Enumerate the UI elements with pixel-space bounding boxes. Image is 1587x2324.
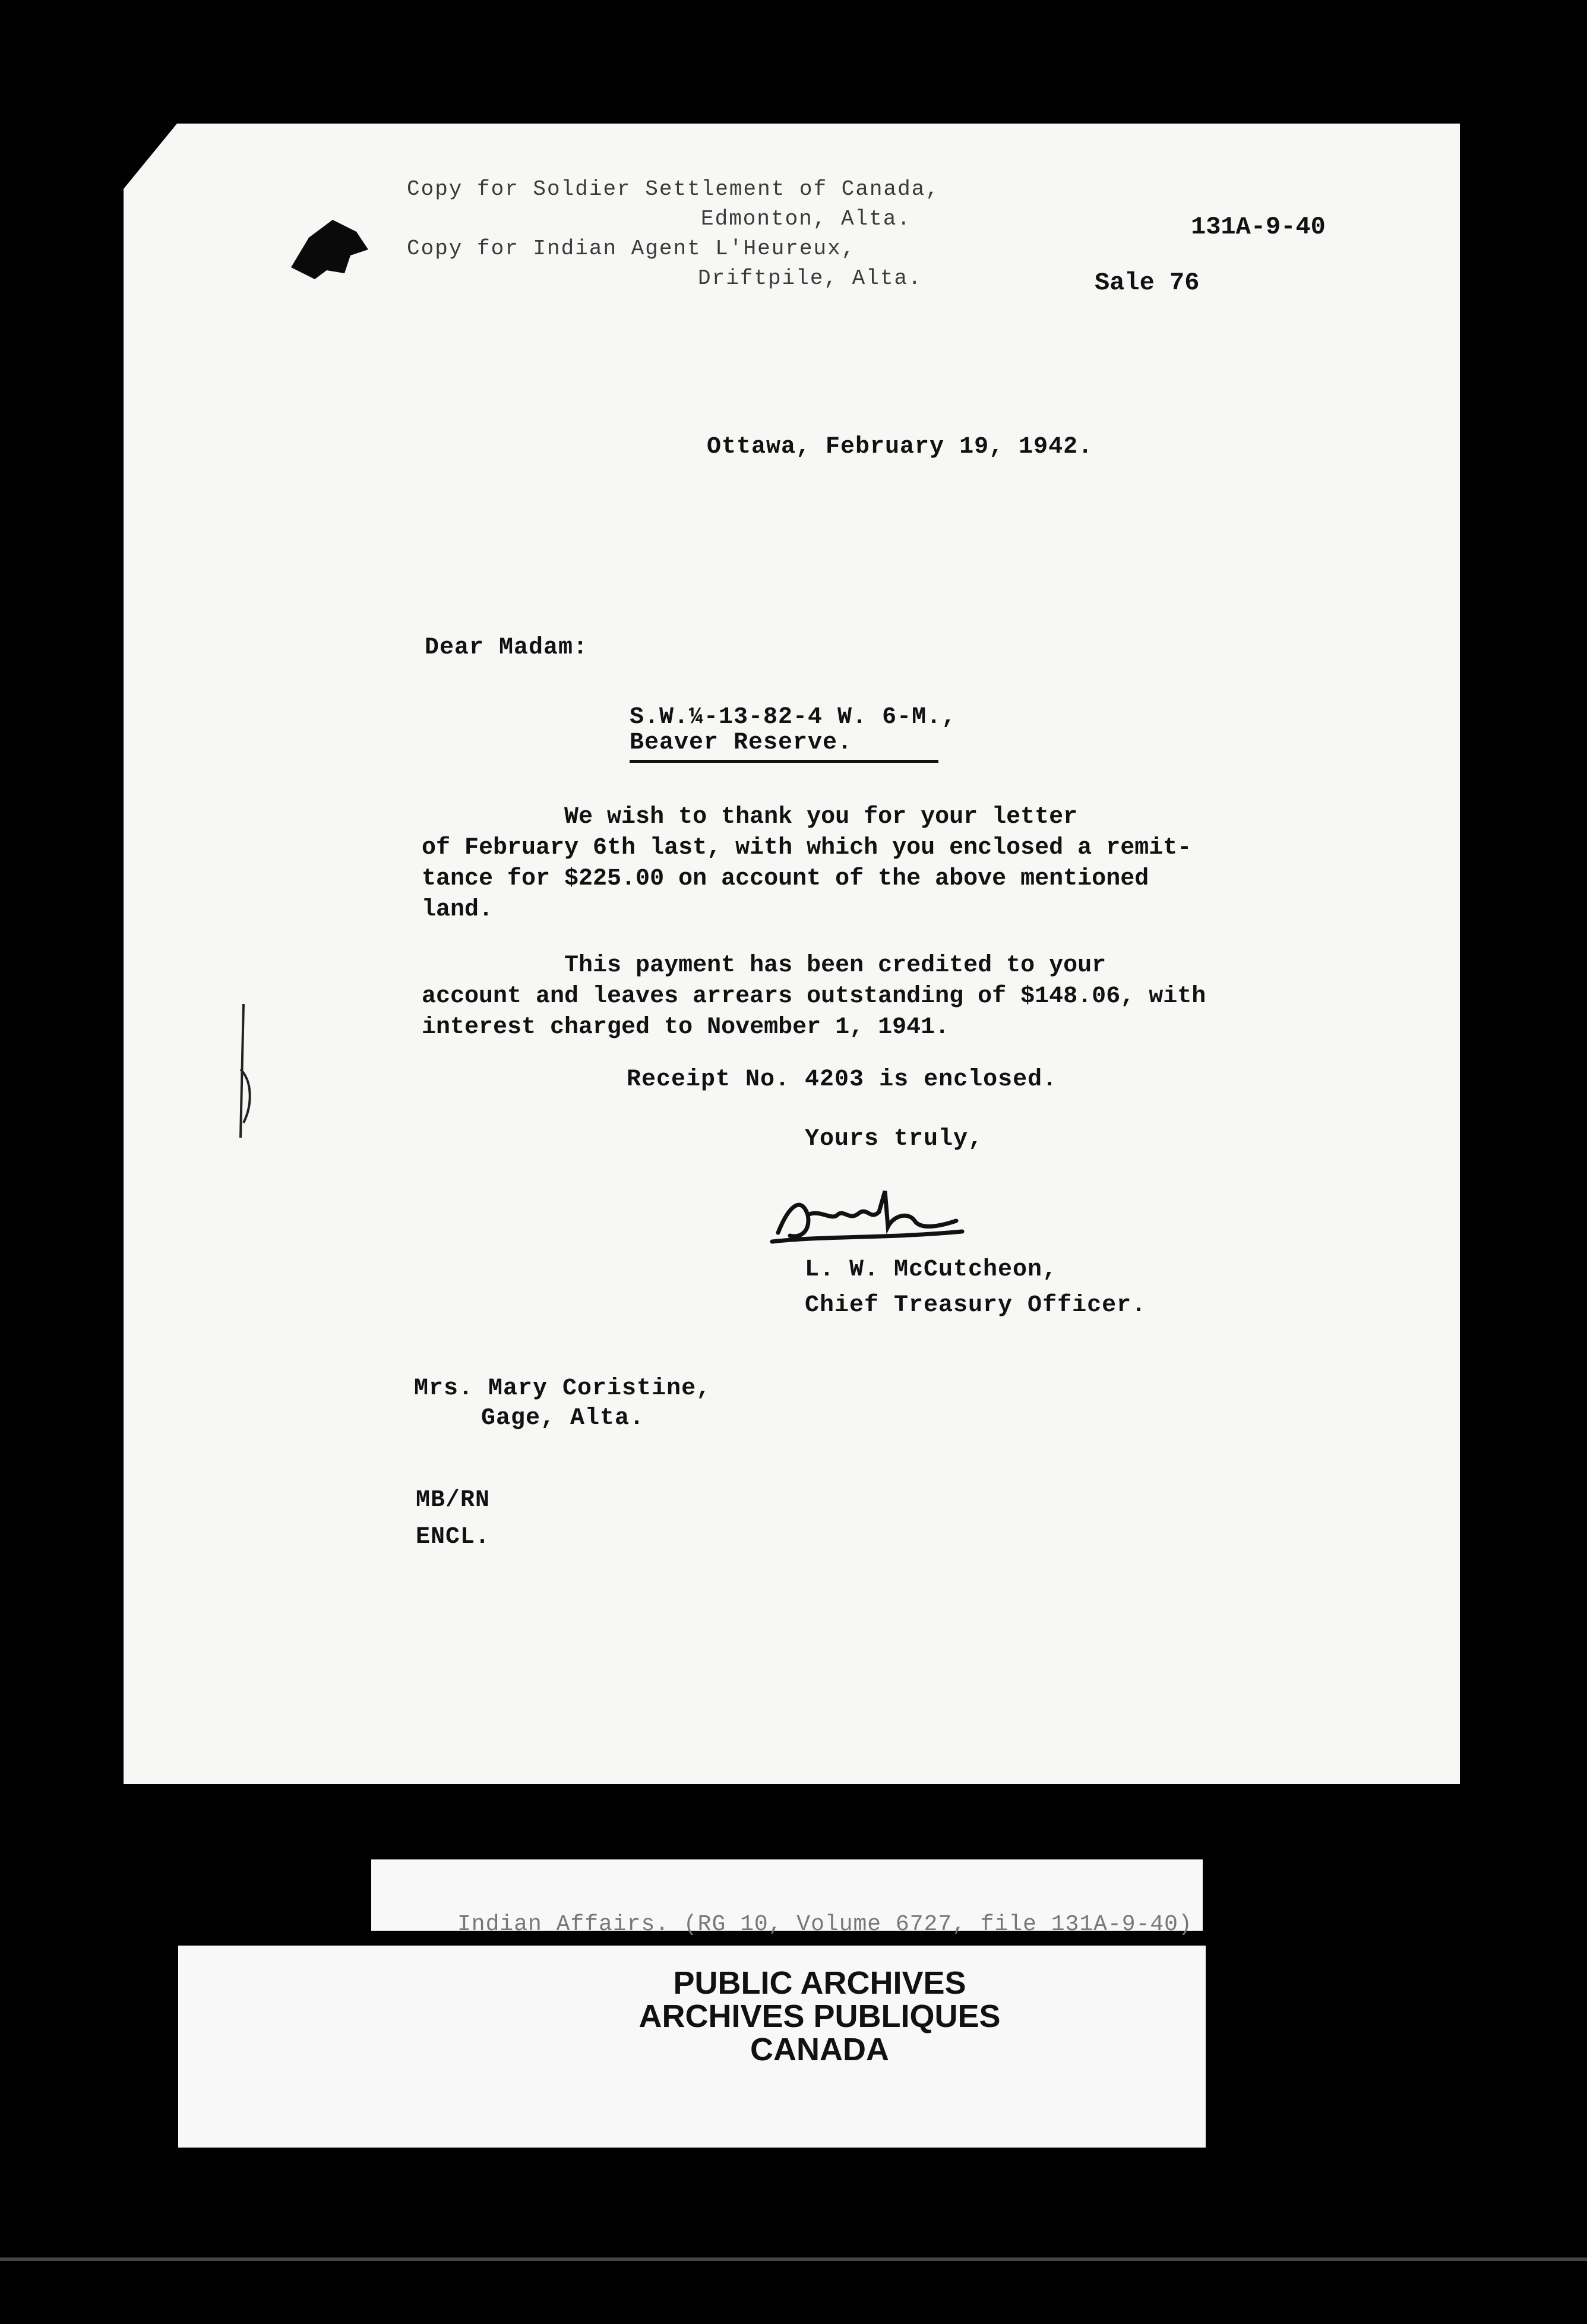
salutation: Dear Madam:: [425, 634, 589, 661]
signature: [766, 1179, 968, 1256]
paragraph-2: This payment has been credited to your account and leaves arrears outstanding of $148.06, with interest charged to November 1, 1941.: [422, 952, 1206, 1041]
ink-blot: [285, 214, 374, 285]
recipient-address: Gage, Alta.: [481, 1405, 645, 1432]
copy-line-1: Copy for Soldier Settlement of Canada,: [407, 177, 940, 201]
subject-line-1: S.W.¼-13-82-4 W. 6-M.,: [630, 704, 957, 731]
archive-citation: Indian Affairs. (RG 10, Volume 6727, file 131A-9-40): [457, 1912, 1193, 1937]
closing: Yours truly,: [805, 1126, 984, 1152]
margin-pencil-mark: [229, 998, 264, 1147]
dateline: Ottawa, February 19, 1942.: [707, 434, 1093, 460]
copy-line-4: Driftpile, Alta.: [698, 266, 922, 290]
receipt-line: Receipt No. 4203 is enclosed.: [627, 1066, 1058, 1093]
archives-line-1: PUBLIC ARCHIVES: [673, 1965, 966, 2001]
archives-line-2: ARCHIVES PUBLIQUES: [638, 1998, 1001, 2034]
sale-reference: Sale 76: [1095, 269, 1200, 297]
recipient-name: Mrs. Mary Coristine,: [414, 1375, 712, 1402]
film-edge: [0, 2257, 1587, 2261]
typist-initials: MB/RN: [416, 1487, 491, 1514]
enclosure-note: ENCL.: [416, 1524, 491, 1551]
archives-line-3: CANADA: [750, 2032, 889, 2067]
file-reference: 131A-9-40: [1191, 213, 1326, 241]
signer-title: Chief Treasury Officer.: [805, 1292, 1147, 1319]
subject-line-2: Beaver Reserve.: [630, 730, 938, 763]
copy-line-3: Copy for Indian Agent L'Heureux,: [407, 236, 856, 261]
signer-name: L. W. McCutcheon,: [805, 1256, 1058, 1283]
copy-line-2: Edmonton, Alta.: [701, 207, 912, 231]
archives-stamp: [535, 1966, 1105, 2066]
paragraph-1: We wish to thank you for your letter of February 6th last, with which you enclosed a remit- tance for $225.00 on account of the above mentioned land.: [422, 804, 1192, 923]
